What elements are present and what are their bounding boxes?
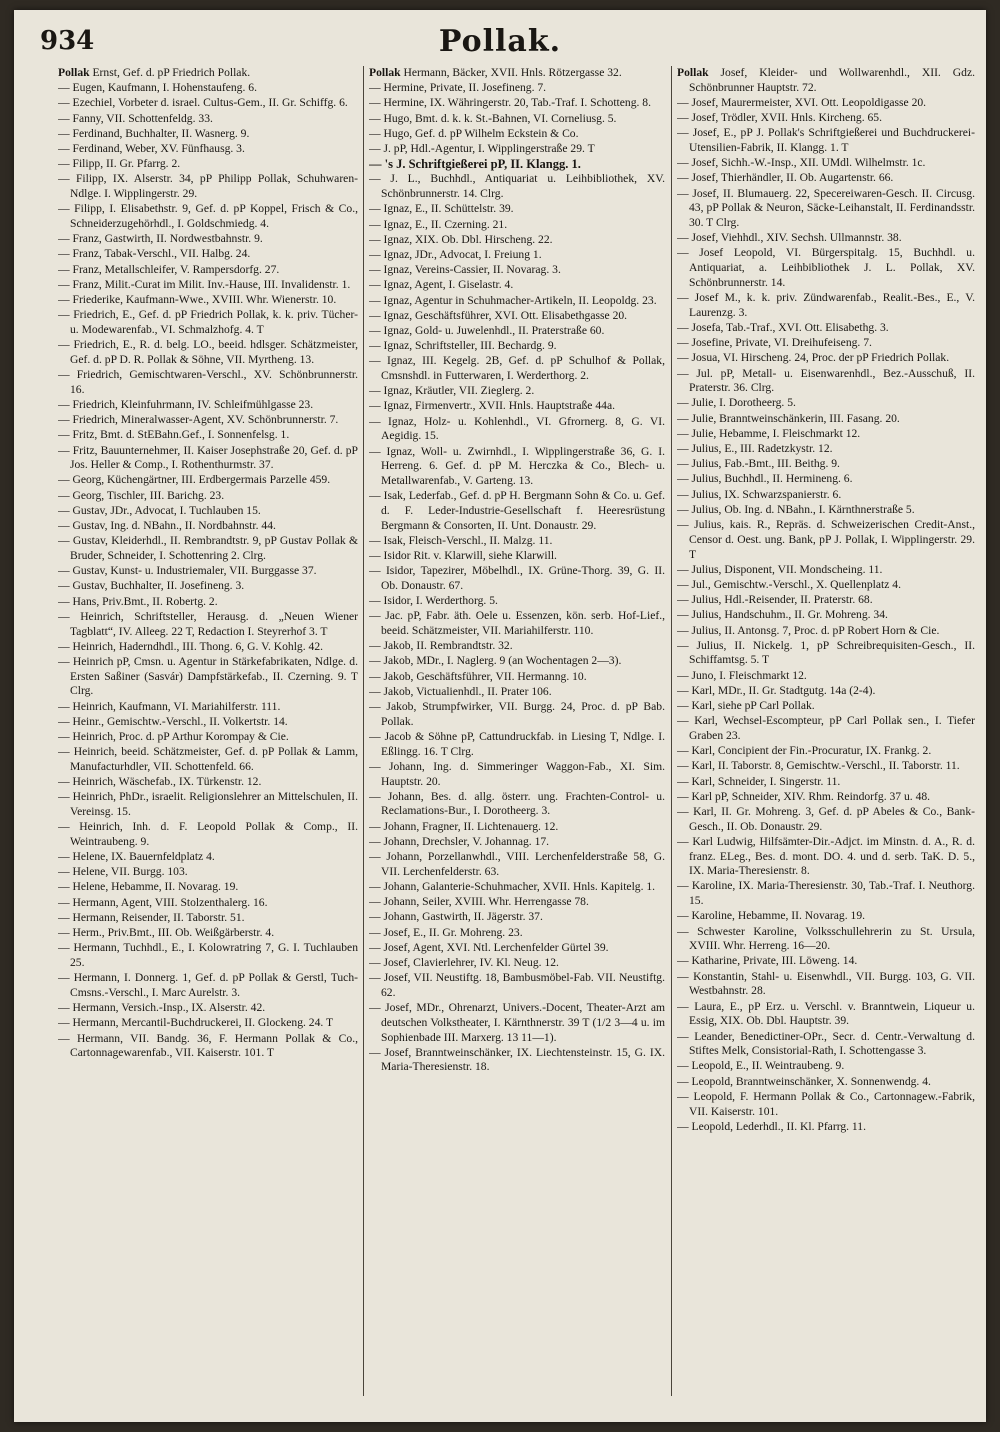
directory-entry: — Hermann, I. Donnerg. 1, Gef. d. pP Pollak & Gerstl, Tuch-Cmsns.-Verschl., I. Marc Aurelstr. 3.	[58, 971, 358, 999]
directory-entry: — Karl, siehe pP Carl Pollak.	[677, 699, 815, 713]
directory-entry: — Josef, Maurermeister, XVI. Ott. Leopoldigasse 20.	[677, 95, 927, 109]
directory-entry: — Ignaz, Agentur in Schuhmacher-Artikeln, II. Leopoldg. 23.	[369, 293, 657, 307]
directory-entry: — Hermann, Tuchhdl., E., I. Kolowratring 7, G. I. Tuchlauben 25.	[58, 941, 358, 969]
directory-entry: — Jul. pP, Metall- u. Eisenwarenhdl., Bez.-Ausschuß, II. Praterstr. 36. Clrg.	[677, 366, 975, 395]
directory-entry: — Fanny, VII. Schottenfeldg. 33.	[58, 111, 213, 125]
directory-entry: — Filipp, I. Elisabethstr. 9, Gef. d. pP Koppel, Frisch & Co., Schneiderzugehörhdl., I. Goldschmiedg. 4.	[58, 202, 358, 231]
directory-entry: — Leopold, Lederhdl., II. Kl. Pfarrg. 11.	[677, 1119, 866, 1133]
directory-entry: — Josef, Sichh.-W.-Insp., XII. UMdl. Wilhelmstr. 1c.	[677, 156, 926, 170]
directory-entry: — Helene, Hebamme, II. Novarag. 19.	[58, 880, 239, 894]
directory-entry: — Karl Ludwig, Hilfsämter-Dir.-Adjct. im Minstn. d. A., R. d. franz. ELeg., Bes. d. mont. DO. 4. und d. serb. TaK. D. 5., IX. Maria-Theresienstr. 8.	[677, 834, 975, 878]
directory-entry: — Herm., Priv.Bmt., III. Ob. Weißgärberstr. 4.	[58, 926, 275, 940]
directory-entry: — Ignaz, JDr., Advocat, I. Freiung 1.	[369, 247, 542, 261]
directory-entry: — Franz, Tabak-Verschl., VII. Halbg. 24.	[58, 247, 251, 261]
directory-entry: — Isidor, Tapezirer, Möbelhdl., IX. Grüne-Thorg. 39, G. II. Ob. Donaustr. 67.	[369, 564, 665, 592]
directory-entry: — Julius, Handschuhm., II. Gr. Mohreng. 34.	[677, 608, 888, 622]
directory-entry: — Filipp, IX. Alserstr. 34, pP Philipp Pollak, Schuhwaren-Ndlge. I. Wipplingerstr. 29.	[58, 172, 358, 201]
directory-entry: — Hermine, Private, II. Josefineng. 7.	[369, 81, 547, 95]
directory-entry: — Ferdinand, Weber, XV. Fünfhausg. 3.	[58, 142, 245, 156]
directory-entry: — Ezechiel, Vorbeter d. israel. Cultus-Gem., II. Gr. Schiffg. 6.	[58, 96, 348, 110]
directory-entry: — Schwester Karoline, Volksschullehrerin zu St. Ursula, XVIII. Whr. Herreng. 16—20.	[677, 924, 975, 953]
column-divider	[363, 66, 364, 1396]
directory-entry: — Franz, Metallschleifer, V. Rampersdorfg. 27.	[58, 262, 280, 276]
directory-entry: — Josef, Branntweinschänker, IX. Liechtensteinstr. 15, G. IX. Maria-Theresienstr. 18.	[369, 1045, 665, 1074]
directory-entry: — J. L., Buchhdl., Antiquariat u. Leihbibliothek, XV. Schönbrunnerstr. 14. Clrg.	[369, 172, 665, 201]
directory-entry: — Johann, Fragner, II. Lichtenauerg. 12.	[369, 819, 559, 833]
directory-entry: — J. pP, Hdl.-Agentur, I. Wipplingerstraße 29. T	[369, 142, 595, 156]
directory-entry: — Julius, IX. Schwarzspanierstr. 6.	[677, 487, 842, 501]
directory-entry: — Karl, II. Taborstr. 8, Gemischtw.-Verschl., II. Taborstr. 11.	[677, 759, 960, 773]
directory-entry: — Leopold, E., II. Weintraubeng. 9.	[677, 1059, 845, 1073]
directory-entry: — Katharine, Private, III. Löweng. 14.	[677, 954, 858, 968]
directory-entry: — Johann, Porzellanwhdl., VIII. Lerchenfelderstraße 58, G. VII. Lerchenfelderstr. 63.	[369, 850, 665, 878]
directory-entry: — Heinrich, Haderndhdl., III. Thong. 6, G. V. Kohlg. 42.	[58, 639, 324, 653]
directory-entry: — Jakob, Geschäftsführer, VII. Hermanng. 10.	[369, 669, 587, 683]
directory-entry: — Georg, Küchengärtner, III. Erdbergermais Parzelle 459.	[58, 473, 331, 487]
page-header	[34, 24, 966, 64]
directory-entry: — Isidor Rit. v. Klarwill, siehe Klarwill.	[369, 549, 557, 562]
directory-entry: — Helene, IX. Bauernfeldplatz 4.	[58, 850, 215, 864]
directory-entry: — Ignaz, XIX. Ob. Dbl. Hirscheng. 22.	[369, 232, 553, 246]
directory-entry: — Jakob, MDr., I. Naglerg. 9 (an Wochentagen 2—3).	[369, 654, 622, 668]
directory-entry: — Gustav, Kleiderhdl., II. Rembrandtstr. 9, pP Gustav Pollak & Bruder, Schneider, I. Schottenring 2. Clrg.	[58, 534, 358, 562]
directory-entry: — Julius, E., III. Radetzkystr. 12.	[677, 442, 833, 456]
directory-entry: — Friedrich, Gemischtwaren-Verschl., XV. Schönbrunnerstr. 16.	[58, 368, 358, 396]
directory-entry: — Hermann, Agent, VIII. Stolzenthalerg. 16.	[58, 895, 268, 909]
directory-page	[14, 10, 986, 1422]
directory-entry: — Heinrich, Wäschefab., IX. Türkenstr. 12.	[58, 775, 262, 789]
directory-entry: — Ignaz, Agent, I. Giselastr. 4.	[369, 278, 514, 292]
directory-entry: — Karoline, Hebamme, II. Novarag. 19.	[677, 909, 866, 923]
directory-entry: — Fritz, Bauunternehmer, II. Kaiser Josephstraße 20, Gef. d. pP Jos. Heller & Comp., I. Rothenthurmstr. 37.	[58, 443, 358, 472]
directory-entry: — Ignaz, Schriftsteller, III. Bechardg. 9.	[369, 339, 557, 353]
directory-entry: — Johann, Gastwirth, II. Jägerstr. 37.	[369, 910, 543, 924]
column-3	[677, 66, 975, 1406]
column-2	[369, 66, 665, 1406]
directory-entry: — Jakob, Strumpfwirker, VII. Burgg. 24, Proc. d. pP Bab. Pollak.	[369, 700, 665, 728]
directory-entry: — Julius, Hdl.-Reisender, II. Praterstr. 68.	[677, 593, 873, 607]
directory-entry: — Julius, II. Nickelg. 1, pP Schreibrequisiten-Gesch., II. Schiffamtsg. 5. T	[677, 638, 975, 667]
directory-entry: — Friederike, Kaufmann-Wwe., XVIII. Whr. Wienerstr. 10.	[58, 293, 337, 307]
directory-entry: — Josua, VI. Hirscheng. 24, Proc. der pP Friedrich Pollak.	[677, 351, 950, 365]
directory-entry: — Hermine, IX. Währingerstr. 20, Tab.-Traf. I. Schotteng. 8.	[369, 96, 652, 110]
column-divider	[671, 66, 672, 1396]
page-title: Pollak.	[438, 24, 562, 59]
directory-entry: Pollak Hermann, Bäcker, XVII. Hnls. Rötzergasse 32.	[369, 66, 622, 79]
directory-entry: — Karl, MDr., II. Gr. Stadtgutg. 14a (2-4).	[677, 683, 876, 697]
directory-entry: Pollak Ernst, Gef. d. pP Friedrich Pollak.	[58, 66, 251, 79]
directory-entry: — Josefa, Tab.-Traf., XVI. Ott. Elisabethg. 3.	[677, 320, 889, 334]
page-number: 934	[40, 26, 95, 56]
directory-entry: — Ignaz, Kräutler, VII. Zieglerg. 2.	[369, 384, 535, 398]
directory-entry: — Leopold, Branntweinschänker, X. Sonnenwendg. 4.	[677, 1074, 931, 1088]
directory-entry: — Ignaz, Vereins-Cassier, II. Novarag. 3.	[369, 263, 561, 277]
directory-entry: — Hans, Priv.Bmt., II. Robertg. 2.	[58, 594, 218, 608]
directory-entry: — Karl, Wechsel-Escompteur, pP Carl Pollak sen., I. Tiefer Graben 23.	[677, 714, 975, 742]
directory-entry: — Isidor, I. Werderthorg. 5.	[369, 594, 498, 608]
directory-entry: — Josef, E., pP J. Pollak's Schriftgießerei und Buchdruckerei-Utensilien-Fabrik, II. Klangg. 1. T	[677, 126, 975, 155]
directory-entry: — Ignaz, Holz- u. Kohlenhdl., VI. Gfrornerg. 8, G. VI. Aegidig. 15.	[369, 414, 665, 443]
directory-entry: — Julius, Ob. Ing. d. NBahn., I. Kärnthnerstraße 5.	[677, 502, 915, 516]
directory-entry: — Friedrich, E., Gef. d. pP Friedrich Pollak, k. k. priv. Tücher- u. Modewarenfab., VI. Schmalzhofg. 4. T	[58, 308, 358, 336]
directory-entry: — Georg, Tischler, III. Barichg. 23.	[58, 488, 225, 502]
directory-entry: — Johann, Bes. d. allg. österr. ung. Frachten-Control- u. Reclamations-Bur., I. Dorotheerg. 3.	[369, 789, 665, 818]
directory-entry: — Karoline, IX. Maria-Theresienstr. 30, Tab.-Traf. I. Neuthorg. 15.	[677, 879, 975, 908]
directory-entry: — Jakob, II. Rembrandtstr. 32.	[369, 639, 513, 653]
directory-entry: — Ignaz, III. Kegelg. 2B, Gef. d. pP Schulhof & Pollak, Cmsnshdl. in Futterwaren, I. Werderthorg. 2.	[369, 354, 665, 383]
directory-entry: — Jakob, Victualienhdl., II. Prater 106.	[369, 684, 552, 698]
directory-entry: Pollak Josef, Kleider- und Wollwarenhdl., XII. Gdz. Schönbrunner Hauptstr. 72.	[677, 66, 975, 94]
directory-entry: — Julie, I. Dorotheerg. 5.	[677, 396, 796, 410]
directory-entry: — Ferdinand, Buchhalter, II. Wasnerg. 9.	[58, 126, 250, 140]
directory-entry: — Friedrich, E., R. d. belg. LO., beeid. hdlsger. Schätzmeister, Gef. d. pP D. R. Pollak & Söhne, VII. Myrtheng. 13.	[58, 338, 358, 366]
directory-entry: — Ignaz, E., II. Schüttelstr. 39.	[369, 202, 514, 216]
directory-entry: — Gustav, JDr., Advocat, I. Tuchlauben 15.	[58, 503, 261, 517]
directory-entry: — Josef, Thierhändler, II. Ob. Augartenstr. 66.	[677, 171, 894, 185]
directory-entry: — Jul., Gemischtw.-Verschl., X. Quellenplatz 4.	[677, 577, 901, 591]
directory-entry: — 's J. Schriftgießerei pP, II. Klangg. 1.	[369, 157, 581, 172]
directory-entry: — Laura, E., pP Erz. u. Verschl. v. Branntwein, Liqueur u. Essig, XIX. Ob. Dbl. Hauptstr. 39.	[677, 999, 975, 1028]
directory-entry: — Gustav, Buchhalter, II. Josefineng. 3.	[58, 579, 245, 593]
directory-entry: — Karl, Concipient der Fin.-Procuratur, IX. Frankg. 2.	[677, 744, 932, 758]
directory-entry: — Karl pP, Schneider, XIV. Rhm. Reindorfg. 37 u. 48.	[677, 789, 931, 803]
directory-entry: — Heinr., Gemischtw.-Verschl., II. Volkertstr. 14.	[58, 714, 288, 728]
directory-entry: — Jacob & Söhne pP, Cattundruckfab. in Liesing T, Ndlge. I. Eßlingg. 16. T Clrg.	[369, 729, 665, 758]
directory-entry: — Isak, Lederfab., Gef. d. pP H. Bergmann Sohn & Co. u. Gef. d. F. Leder-Industrie-Gesellschaft f. Heeresrüstung Bergmann & Consorten, II. Unt. Donaustr. 29.	[369, 489, 665, 532]
directory-entry: — Isak, Fleisch-Verschl., II. Malzg. 11.	[369, 533, 553, 547]
directory-entry: — Hugo, Bmt. d. k. k. St.-Bahnen, VI. Corneliusg. 5.	[369, 111, 617, 125]
directory-entry: — Hermann, VII. Bandg. 36, F. Hermann Pollak & Co., Cartonnagewarenfab., VII. Kaiserstr. 101. T	[58, 1031, 358, 1060]
directory-entry: — Heinrich, Kaufmann, VI. Mariahilferstr. 111.	[58, 699, 281, 713]
directory-entry: — Josef, VII. Neustiftg. 18, Bambusmöbel-Fab. VII. Neustiftg. 62.	[369, 971, 665, 999]
directory-entry: — Josef, E., II. Gr. Mohreng. 23.	[369, 925, 523, 939]
directory-entry: — Jac. pP, Fabr. äth. Oele u. Essenzen, kön. serb. Hof-Lief., beeid. Schätzmeister, VII. Mariahilferstr. 110.	[369, 609, 665, 638]
directory-entry: — Josef, Clavierlehrer, IV. Kl. Neug. 12.	[369, 955, 559, 969]
column-1	[58, 66, 358, 1406]
directory-entry: — Ignaz, E., II. Czerning. 21.	[369, 217, 508, 231]
directory-entry: — Josef, II. Blumauerg. 22, Specereiwaren-Gesch. II. Circusg. 43, pP Pollak & Neuron, Säcke-Leihanstalt, II. Ferdinandsstr. 30. T Clrg.	[677, 186, 975, 230]
directory-entry: — Juno, I. Fleischmarkt 12.	[677, 668, 807, 682]
directory-entry: — Johann, Galanterie-Schuhmacher, XVII. Hnls. Kapitelg. 1.	[369, 879, 656, 893]
directory-entry: — Josef, Viehhdl., XIV. Sechsh. Ullmannstr. 38.	[677, 231, 902, 245]
directory-entry: — Hugo, Gef. d. pP Wilhelm Eckstein & Co.	[369, 126, 579, 140]
directory-entry: — Heinrich, Schriftsteller, Herausg. d. „Neuen Wiener Tagblatt“, IV. Alleeg. 22 T, Redaction I. Steyrerhof 3. T	[58, 609, 358, 638]
directory-entry: — Friedrich, Kleinfuhrmann, IV. Schleifmühlgasse 23.	[58, 397, 314, 411]
directory-entry: — Eugen, Kaufmann, I. Hohenstaufeng. 6.	[58, 81, 257, 95]
directory-entry: — Karl, II. Gr. Mohreng. 3, Gef. d. pP Abeles & Co., Bank-Gesch., II. Ob. Donaustr. 29.	[677, 804, 975, 833]
directory-entry: — Josefine, Private, VI. Dreihufeiseng. 7.	[677, 336, 872, 350]
directory-entry: — Franz, Gastwirth, II. Nordwestbahnstr. 9.	[58, 232, 263, 246]
directory-entry: — Julius, kais. R., Repräs. d. Schweizerischen Credit-Anst., Censor d. Oest. ung. Bank, pP J. Pollak, I. Wipplingerstr. 29. T	[677, 518, 975, 561]
directory-entry: — Hermann, Mercantil-Buchdruckerei, II. Glockeng. 24. T	[58, 1016, 334, 1030]
directory-entry: — Hermann, Reisender, II. Taborstr. 51.	[58, 910, 245, 924]
directory-entry: — Ignaz, Firmenvertr., XVII. Hnls. Hauptstraße 44a.	[369, 399, 615, 413]
directory-entry: — Heinrich pP, Cmsn. u. Agentur in Stärkefabrikaten, Ndlge. d. Ersten Saßiner (Sasvár) Dampfstärkefab., II. Czerning. 9. T Clrg.	[58, 654, 358, 698]
directory-entry: — Ignaz, Woll- u. Zwirnhdl., I. Wipplingerstraße 36, G. I. Herreng. 6. Gef. d. pP M. Herczka & Co., Blech- u. Metallwarenfab., V. Garteng. 13.	[369, 444, 665, 487]
directory-entry: — Hermann, Versich.-Insp., IX. Alserstr. 42.	[58, 1001, 266, 1015]
directory-entry: — Julius, Buchhdl., II. Hermineng. 6.	[677, 472, 853, 486]
directory-entry: — Heinrich, Proc. d. pP Arthur Korompay & Cie.	[58, 729, 289, 743]
directory-entry: — Filipp, II. Gr. Pfarrg. 2.	[58, 157, 181, 171]
directory-entry: — Konstantin, Stahl- u. Eisenwhdl., VII. Burgg. 103, G. VII. Westbahnstr. 28.	[677, 969, 975, 998]
directory-entry: — Josef Leopold, VI. Bürgerspitalg. 15, Buchhdl. u. Antiquariat, a. Leihbibliothek J. L. Pollak, XV. Schönbrunnerstr. 14.	[677, 246, 975, 289]
directory-entry: — Friedrich, Mineralwasser-Agent, XV. Schönbrunnerstr. 7.	[58, 413, 339, 427]
directory-entry: — Ignaz, Gold- u. Juwelenhdl., II. Praterstraße 60.	[369, 323, 605, 337]
directory-entry: — Julius, Disponent, VII. Mondscheing. 11.	[677, 562, 883, 576]
directory-entry: — Leander, Benedictiner-OPr., Secr. d. Centr.-Verwaltung d. Stiftes Melk, Consistorial-Rath, I. Schottengasse 3.	[677, 1029, 975, 1058]
directory-entry: — Johann, Seiler, XVIII. Whr. Herrengasse 78.	[369, 895, 589, 909]
directory-entry: — Josef, Agent, XVI. Ntl. Lerchenfelder Gürtel 39.	[369, 940, 609, 954]
directory-entry: — Julie, Hebamme, I. Fleischmarkt 12.	[677, 426, 861, 440]
directory-entry: — Josef, Trödler, XVII. Hnls. Kircheng. 65.	[677, 111, 882, 125]
directory-entry: — Julius, Fab.-Bmt., III. Beithg. 9.	[677, 457, 840, 471]
directory-entry: — Julie, Branntweinschänkerin, III. Fasang. 20.	[677, 411, 900, 425]
directory-entry: — Franz, Milit.-Curat im Milit. Inv.-Hause, III. Invalidenstr. 1.	[58, 277, 351, 291]
directory-entry: — Fritz, Bmt. d. StEBahn.Gef., I. Sonnenfelsg. 1.	[58, 428, 290, 442]
directory-entry: — Julius, II. Antonsg. 7, Proc. d. pP Robert Horn & Cie.	[677, 623, 940, 637]
directory-entry: — Josef M., k. k. priv. Zündwarenfab., Realit.-Bes., E., V. Laurenzg. 3.	[677, 291, 975, 319]
directory-entry: — Gustav, Ing. d. NBahn., II. Nordbahnstr. 44.	[58, 519, 276, 533]
directory-entry: — Johann, Drechsler, V. Johannag. 17.	[369, 834, 550, 848]
directory-entry: — Karl, Schneider, I. Singerstr. 11.	[677, 774, 841, 788]
directory-entry: — Leopold, F. Hermann Pollak & Co., Cartonnagew.-Fabrik, VII. Kaiserstr. 101.	[677, 1089, 975, 1118]
directory-entry: — Josef, MDr., Ohrenarzt, Univers.-Docent, Theater-Arzt am deutschen Volkstheater, I. Kärnthnerstr. 39 T (1/2 3—4 u. im Sophienbade III. Marxerg. 13 11—1).	[369, 1001, 665, 1044]
directory-entry: — Gustav, Kunst- u. Industriemaler, VII. Burggasse 37.	[58, 564, 317, 578]
directory-entry: — Helene, VII. Burgg. 103.	[58, 865, 188, 879]
directory-entry: — Johann, Ing. d. Simmeringer Waggon-Fab., XI. Sim. Hauptstr. 20.	[369, 759, 665, 788]
directory-entry: — Ignaz, Geschäftsführer, XVI. Ott. Elisabethgasse 20.	[369, 308, 628, 322]
entry-columns	[58, 66, 978, 1406]
directory-entry: — Heinrich, PhDr., israelit. Religionslehrer an Mittelschulen, II. Vereinsg. 15.	[58, 790, 358, 818]
directory-entry: — Heinrich, beeid. Schätzmeister, Gef. d. pP Pollak & Lamm, Manufacturhdler, VII. Schottenfeld. 66.	[58, 745, 358, 773]
directory-entry: — Heinrich, Inh. d. F. Leopold Pollak & Comp., II. Weintraubeng. 9.	[58, 820, 358, 848]
